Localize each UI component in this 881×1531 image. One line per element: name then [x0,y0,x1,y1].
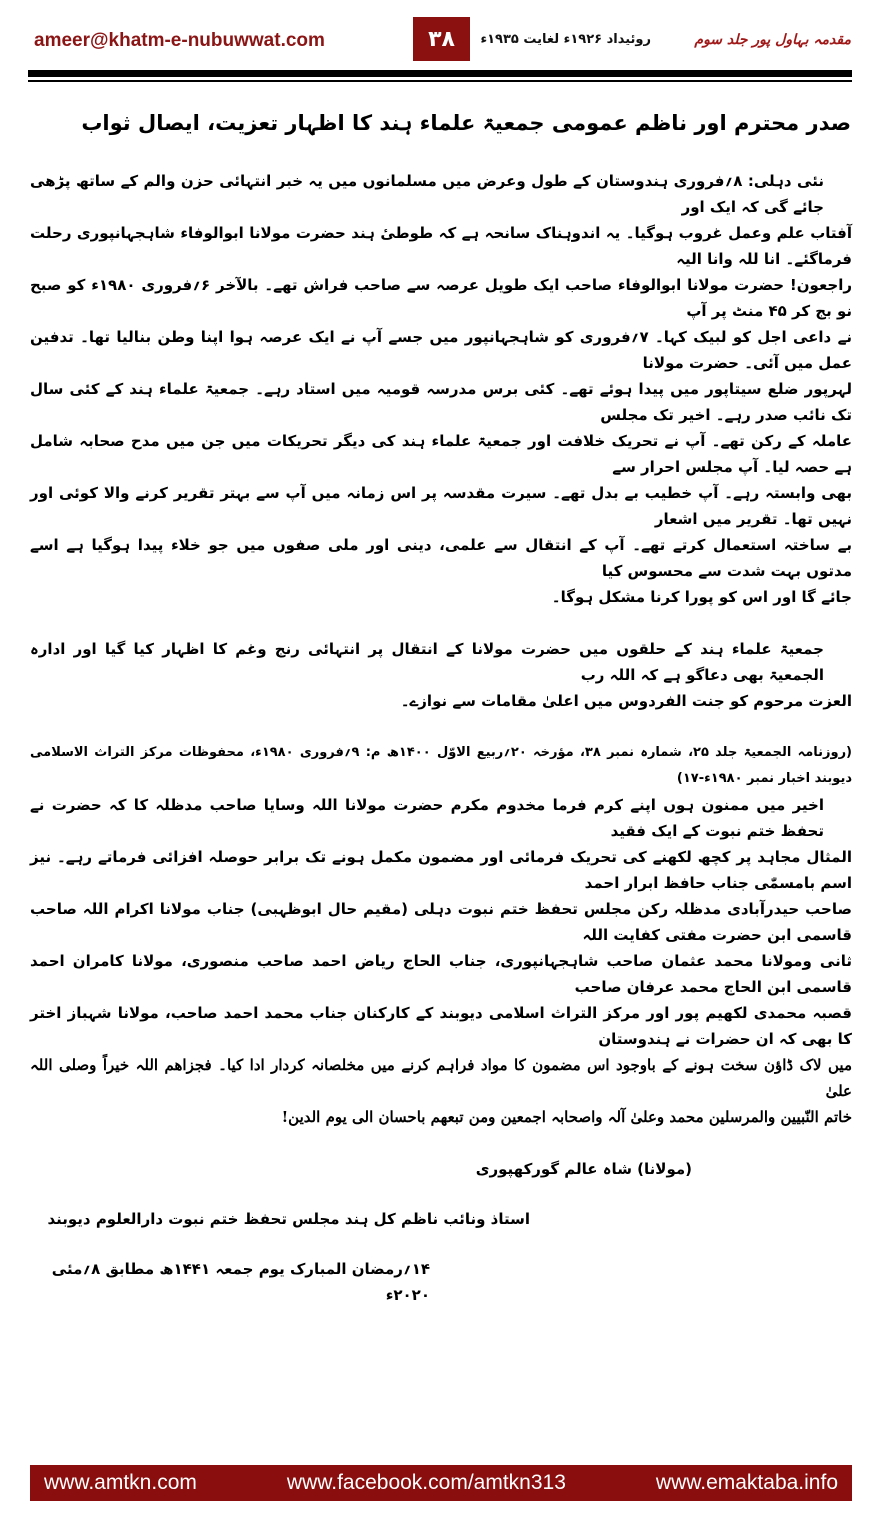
signature-title: استاذ ونائب ناظم کل ہند مجلس تحفظ ختم نبوت دارالعلوم دیوبند [47,1210,530,1228]
running-book-title: مقدمہ بہاول پور جلد سوم [694,32,851,48]
text-line: جمعیۃ علماء ہند کے حلقوں میں حضرت مولانا کے انتقال پر انتہائی رنج وغم کا اظہار کیا گیا اور ادارہ الجمعیۃ بھی دعاگو ہے کہ اللہ رب [30,640,824,684]
footer-link-facebook[interactable]: www.facebook.com/amtkn313 [286,1471,566,1494]
text-line: ثانی ومولانا محمد عثمان صاحب شاہجہانپوری، جناب الحاج ریاض احمد صاحب منصوری، مولانا کامران احمد قاسمی ابن الحاج محمد عرفان صاحب [30,952,852,996]
footer-link-emaktaba[interactable]: www.emaktaba.info [655,1471,838,1494]
paragraph-1 [30,168,852,636]
header-email[interactable]: ameer@khatm-e-nubuwwat.com [34,30,325,51]
text-line: بے ساختہ استعمال کرتے تھے۔ آپ کے انتقال سے علمی، دینی اور ملی صفوں میں جو خلاء پیدا ہوگیا ہے اسے مدتوں بہت شدت سے محسوس کیا [30,536,852,580]
text-line: نے داعی اجل کو لبیک کہا۔ ۷؍فروری کو شاہجہانپور میں جسے آپ نے ایک عرصہ ہوا اپنا وطن بنالیا تھا۔ تدفین عمل میں آئی۔ حضرت مولانا [30,328,853,372]
running-subtitle: روئیداد ۱۹۲۶ء لغایت ۱۹۳۵ء [480,32,651,47]
text-line: العزت مرحوم کو جنت الفردوس میں اعلیٰ مقامات سے نوازے۔ [400,692,852,710]
text-line: المثال مجاہد پر کچھ لکھنے کی تحریک فرمائی اور مضمون مکمل ہونے تک برابر حوصلہ افزائی فرماتے رہے۔ نیز اسم بامسمّٰی جناب حافظ ابرار احمد [30,848,852,892]
page-number: ۳۸ [413,17,470,61]
paragraph-2 [30,636,852,740]
text-line: صاحب حیدرآبادی مدظلہ رکن مجلس تحفظ ختم نبوت دہلی (مقیم حال ابوظہبی) جناب مولانا اکرام اللہ صاحب قاسمی ابن حضرت مفتی کفایت اللہ [30,900,852,944]
text-line: راجعون! حضرت مولانا ابوالوفاء صاحب ایک طویل عرصہ سے صاحب فراش تھے۔ بالآخر ۶؍فروری ۱۹۸۰ء کو صبح نو بج کر ۴۵ منٹ پر آپ [30,276,853,320]
text-line: بھی وابستہ رہے۔ آپ خطیب بے بدل تھے۔ سیرت مقدسہ پر اس زمانہ میں آپ سے بہتر تقریر کرنے والا کوئی اور نہیں تھا۔ تقریر میں اشعار [30,484,852,528]
text-line: خاتم النّبیین والمرسلین محمد وعلیٰ آلہ واصحابہ اجمعین ومن تبعھم باحسان الی یوم الدین! [281,1108,852,1126]
signature-name: (مولانا) شاہ عالم گورکھپوری [475,1160,692,1178]
text-line: آفتاب علم وعمل غروب ہوگیا۔ یہ اندوہناک سانحہ ہے کہ طوطیٔ ہند حضرت مولانا ابوالوفاء شاہجہانپوری رحلت فرماگئے۔ انا للہ وانا الیہ [30,224,852,268]
article-body [30,168,852,1308]
signature-date: ۱۴؍رمضان المبارک یوم جمعہ ۱۴۴۱ھ مطابق ۸؍مئی ۲۰۲۰ء [51,1260,430,1304]
header-rule-thick [28,70,852,77]
article-title: صدر محترم اور ناظم عمومی جمعیۃ علماء ہند کا اظہار تعزیت، ایصال ثواب [81,111,851,135]
header-rule-thin [28,80,852,82]
text-line: اخیر میں ممنون ہوں اپنے کرم فرما مخدوم مکرم حضرت مولانا اللہ وسایا صاحب مدظلہ کا کہ حضرت نے تحفظ ختم نبوت کے ایک فقید [30,796,824,840]
text-line: میں لاک ڈاؤن سخت ہونے کے باوجود اس مضمون کا مواد فراہم کرنے میں مخلصانہ کردار ادا کیا۔ فجزاھم اللہ خیراً وصلی اللہ علیٰ [30,1056,852,1100]
text-line: نئی دہلی: ۸؍فروری ہندوستان کے طول وعرض میں مسلمانوں میں یہ خبر انتہائی حزن والم کے ساتھ پڑھی جائے گی کہ ایک اور [30,172,824,216]
text-line: لہرپور ضلع سیتاپور میں پیدا ہوئے تھے۔ کئی برس مدرسہ قومیہ میں استاد رہے۔ جمعیۃ علماء ہند کے کئی سال تک نائب صدر رہے۔ اخیر تک مجلس [30,380,852,424]
citation: (روزنامہ الجمعیۃ جلد ۲۵، شمارہ نمبر ۳۸، مؤرخہ ۲۰؍ربیع الاوّل ۱۴۰۰ھ م: ۹؍فروری ۱۹۸۰ء، محفوظات مرکز التراث الاسلامی دیوبند اخبار نمبر ۱۹۸۰ء-۱۷) [30,745,853,786]
paragraph-3 [30,792,852,1156]
footer-link-amtkn[interactable]: www.amtkn.com [44,1471,197,1494]
text-line: قصبہ محمدی لکھیم پور اور مرکز التراث اسلامی دیوبند کے کارکنان جناب محمد احمد صاحب، مولانا شہباز اختر کا بھی کہ ان حضرات نے ہندوستان [30,1004,852,1048]
text-line: عاملہ کے رکن تھے۔ آپ نے تحریک خلافت اور جمعیۃ علماء ہند کی دیگر تحریکات میں جن میں مدح صحابہ شامل ہے حصہ لیا۔ آپ مجلس احرار سے [30,432,852,476]
footer-bar [30,1465,852,1501]
text-line: جائے گا اور اس کو پورا کرنا مشکل ہوگا۔ [551,588,852,606]
